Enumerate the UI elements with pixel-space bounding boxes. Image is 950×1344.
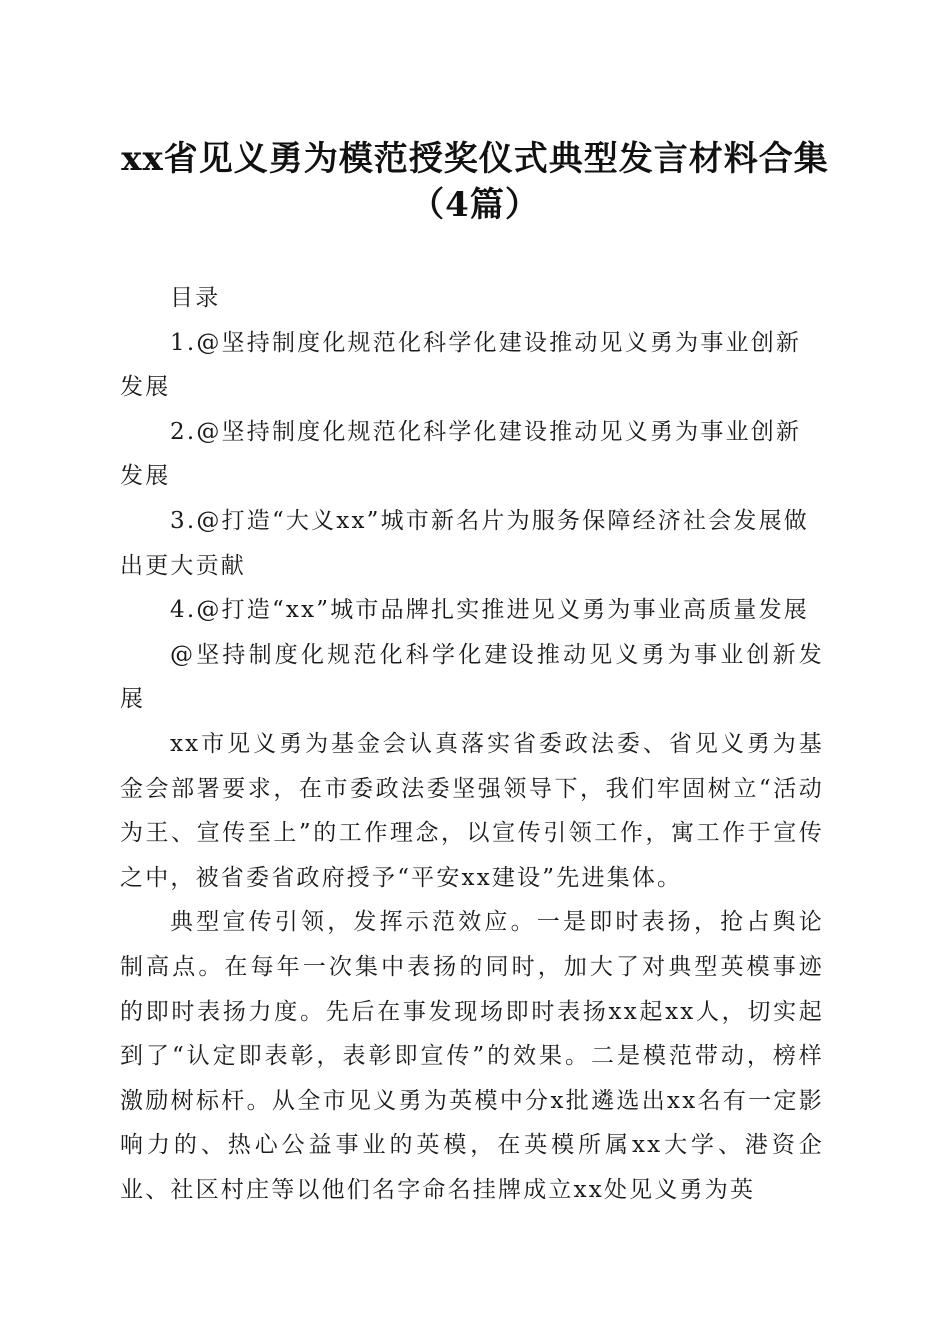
- body-paragraph: 典型宣传引领，发挥示范效应。一是即时表扬，抢占舆论制高点。在每年一次集中表扬的同时，加大了对典型英模事迹的即时表扬力度。先后在事发现场即时表扬xx起xx人，切实起到了“认定即表彰，表彰即宣传”的效果。二是模范带动，榜样激励树标杆。从全市见义勇为英模中分x批遴选出xx名有一定影响力的、热心公益事业的英模，在英模所属xx大学、港资企业、社区村庄等以他们名字命名挂牌成立xx处见义勇为英: [120, 909, 824, 1203]
- toc-item: 4.@打造“xx”城市品牌扎实推进见义勇为事业高质量发展: [170, 597, 810, 624]
- toc-heading: 目录: [170, 285, 221, 311]
- toc-item: 2.@坚持制度化规范化科学化建设推动见义勇为事业创新发展: [120, 418, 802, 490]
- body-paragraph: xx市见义勇为基金会认真落实省委政法委、省见义勇为基金会部署要求，在市委政法委坚强领导下，我们牢固树立“活动为王、宣传至上”的工作理念，以宣传引领工作，寓工作于宣传之中，被省委省政府授予“平安xx建设”先进集体。: [120, 730, 824, 891]
- document-title: xx省见义勇为模范授奖仪式典型发言材料合集（4篇）: [121, 139, 829, 225]
- section-heading: @坚持制度化规范化科学化建设推动见义勇为事业创新发展: [120, 641, 824, 713]
- document-body: [120, 276, 824, 1212]
- toc-item: 1.@坚持制度化规范化科学化建设推动见义勇为事业创新发展: [120, 329, 802, 401]
- toc-item: 3.@打造“大义xx”城市新名片为服务保障经济社会发展做出更大贡献: [120, 507, 810, 579]
